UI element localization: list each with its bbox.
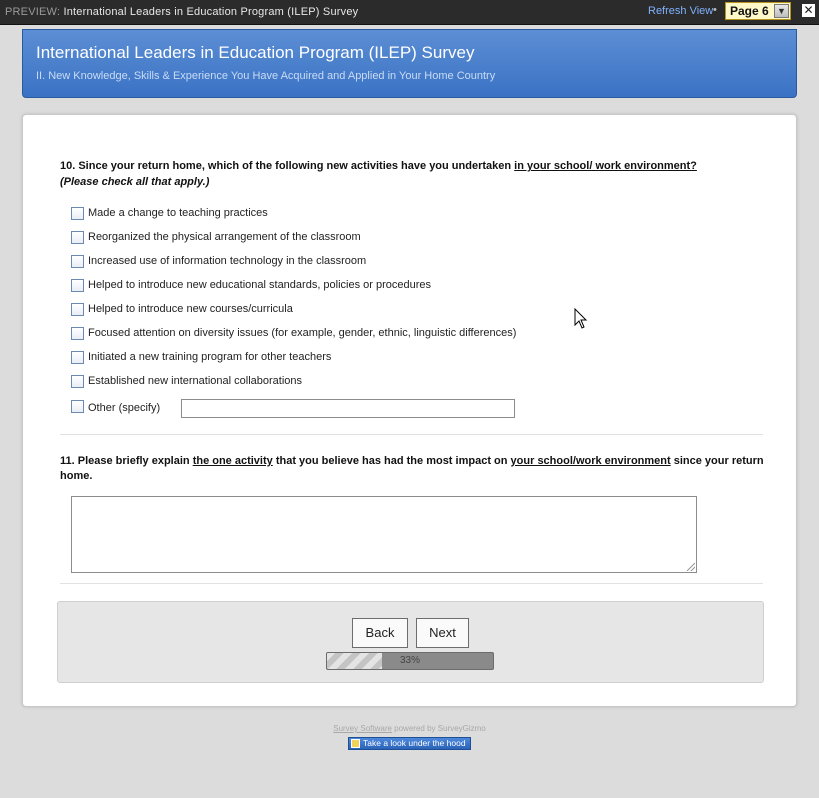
progress-bar: [326, 652, 494, 670]
page-select-value: Page 6: [730, 4, 769, 18]
checkbox[interactable]: [71, 279, 84, 292]
question-11-text: since your return home.: [60, 455, 764, 482]
checkbox[interactable]: [71, 327, 84, 340]
option-label[interactable]: Increased use of information technology in the classroom: [88, 255, 367, 267]
question-11-emphasis: your school/work environment: [510, 455, 671, 467]
hood-icon: [351, 739, 360, 748]
mouse-cursor-icon: [574, 308, 590, 332]
next-button[interactable]: Next: [416, 618, 469, 648]
option-label[interactable]: Focused attention on diversity issues (for example, gender, ethnic, linguistic differences): [88, 327, 517, 339]
powered-by-text: powered by SurveyGizmo: [391, 724, 486, 733]
page-select[interactable]: [725, 2, 791, 20]
question-10-emphasis: in your school/ work environment?: [514, 160, 697, 172]
option-label[interactable]: Reorganized the physical arrangement of the classroom: [88, 231, 361, 243]
other-specify-input[interactable]: [181, 399, 515, 418]
option-label[interactable]: Helped to introduce new courses/curricula: [88, 303, 293, 315]
hood-label: Take a look under the hood: [363, 738, 466, 748]
question-11-text: that you believe has had the most impact on: [272, 455, 511, 467]
back-button[interactable]: Back: [352, 618, 408, 648]
divider: [60, 583, 763, 584]
checkbox[interactable]: [71, 303, 84, 316]
option-label[interactable]: Helped to introduce new educational standards, policies or procedures: [88, 279, 432, 291]
question-10-text: 10. Since your return home, which of the following new activities have you undertaken: [60, 160, 515, 172]
checkbox[interactable]: [71, 351, 84, 364]
option-label[interactable]: Other (specify): [88, 402, 161, 414]
checkbox[interactable]: [71, 255, 84, 268]
separator-dot: •: [713, 4, 717, 16]
checkbox[interactable]: [71, 207, 84, 220]
under-the-hood-button[interactable]: [348, 737, 471, 750]
preview-label: [5, 6, 358, 18]
question-11-textarea[interactable]: [71, 496, 697, 573]
survey-header: [22, 29, 797, 98]
checkbox[interactable]: [71, 400, 84, 413]
divider: [60, 434, 763, 435]
question-11-emphasis: the one activity: [192, 455, 273, 467]
close-icon[interactable]: ✕: [803, 3, 814, 17]
checkbox[interactable]: [71, 231, 84, 244]
refresh-view-link[interactable]: Refresh View: [648, 5, 714, 17]
question-11-text: 11. Please briefly explain: [60, 455, 193, 467]
survey-card: [22, 114, 797, 707]
resize-grip-icon[interactable]: [687, 563, 695, 571]
survey-software-link[interactable]: Survey Software: [333, 724, 392, 733]
option-label[interactable]: Established new international collaborations: [88, 375, 303, 387]
section-subtitle: II. New Knowledge, Skills & Experience You Have Acquired and Applied in Your Home Country: [36, 70, 496, 82]
option-label[interactable]: Initiated a new training program for other teachers: [88, 351, 332, 363]
question-10: [60, 158, 780, 190]
survey-title: International Leaders in Education Program (ILEP) Survey: [36, 43, 475, 62]
question-10-note: (Please check all that apply.): [60, 176, 210, 188]
progress-text: 33%: [399, 655, 420, 666]
preview-bar: [0, 0, 819, 25]
preview-prefix: PREVIEW:: [5, 6, 64, 18]
checkbox[interactable]: [71, 375, 84, 388]
footer-credit: [0, 724, 819, 733]
navigation-panel: [57, 601, 764, 683]
preview-survey-title: International Leaders in Education Program (ILEP) Survey: [63, 6, 359, 18]
option-label[interactable]: Made a change to teaching practices: [88, 207, 268, 219]
question-11: [60, 454, 780, 484]
chevron-down-icon[interactable]: ▼: [774, 4, 789, 18]
